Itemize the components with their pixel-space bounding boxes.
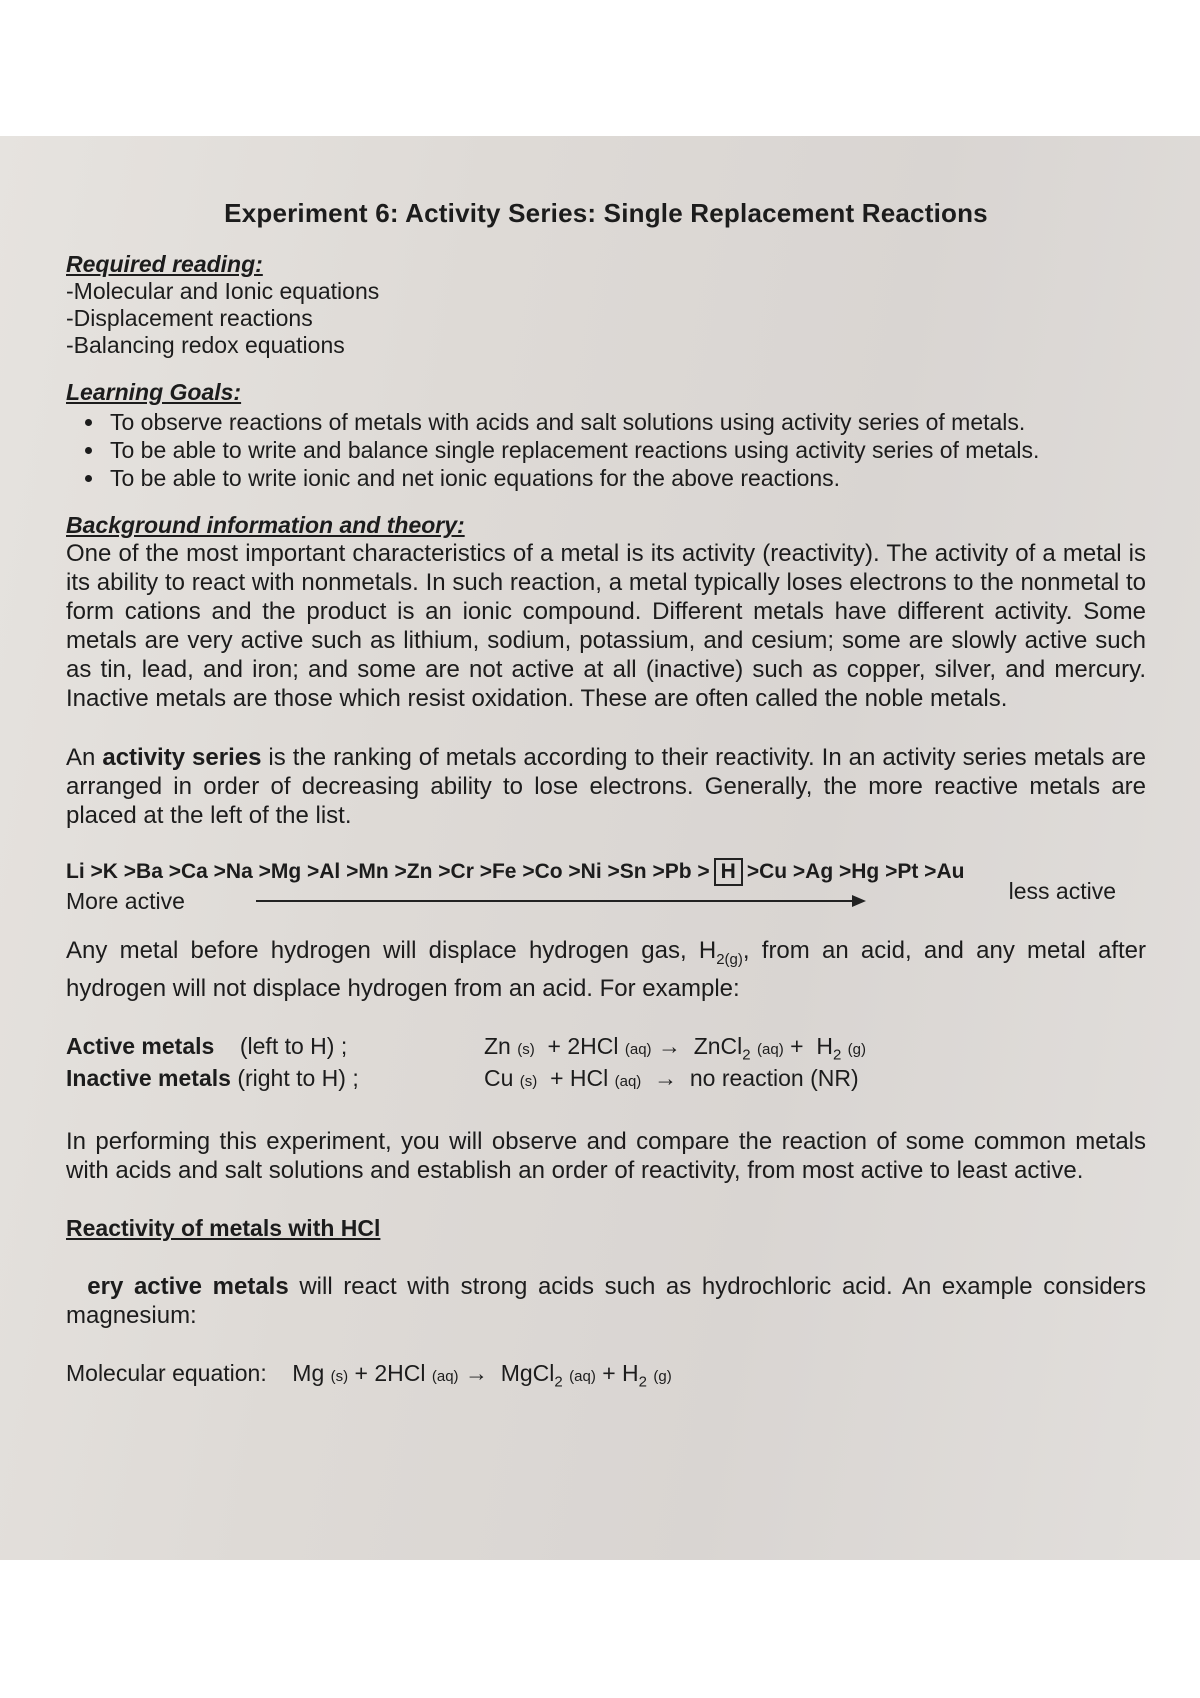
equation-label: Molecular equation: <box>66 1359 267 1386</box>
hydrogen-box: H <box>714 858 743 886</box>
learning-goals-heading: Learning Goals: <box>66 379 242 405</box>
reaction-arrow-icon: → <box>654 1064 678 1091</box>
reactant: Mg <box>292 1359 325 1386</box>
performing-paragraph: In performing this experiment, you will observe and compare the reaction of some common metals with acids and salt solutions and establish an order of reactivity, from most active to least active. <box>66 1127 1146 1184</box>
plus: + <box>790 1032 804 1059</box>
example-label <box>66 1033 347 1060</box>
subscript: 2 <box>742 1046 751 1064</box>
product: no reaction (NR) <box>689 1064 859 1091</box>
label-rest: (right to H) ; <box>237 1064 359 1091</box>
reading-item: -Displacement reactions <box>66 305 313 331</box>
product: ZnCl <box>693 1032 743 1059</box>
subscript: 2 <box>554 1373 563 1391</box>
hcl-section-heading: Reactivity of metals with HCl <box>66 1214 381 1241</box>
label-rest: (left to H) ; <box>239 1032 348 1059</box>
zinc-equation <box>484 1033 866 1064</box>
subscript: 2 <box>832 1046 842 1064</box>
molecular-equation <box>66 1360 1146 1391</box>
state: (g) <box>653 1367 672 1385</box>
page-title: Experiment 6: Activity Series: Single Replacement Reactions <box>224 198 988 228</box>
hydrogen-paragraph <box>66 936 1146 1003</box>
reading-item: -Balancing redox equations <box>66 332 345 358</box>
required-reading-heading: Required reading: <box>66 251 263 277</box>
reaction-arrow-icon: → <box>657 1032 681 1059</box>
document-page <box>0 136 1200 1560</box>
example-label <box>66 1065 359 1092</box>
state: (s) <box>330 1367 349 1385</box>
state: (aq) <box>624 1040 652 1058</box>
label-bold: Active metals <box>66 1032 215 1059</box>
para-text: Any metal before hydrogen will displace hydrogen gas, H <box>66 937 717 964</box>
reactant: Zn <box>484 1032 511 1059</box>
activity-series-paragraph <box>66 743 1146 830</box>
state: (aq) <box>569 1367 596 1385</box>
document-content <box>66 198 1146 1390</box>
para-bold: ery active metals <box>87 1272 289 1300</box>
activity-series-list <box>66 858 964 886</box>
active-metal-example <box>66 1033 1146 1065</box>
state: (s) <box>517 1040 535 1058</box>
inactive-metal-example <box>66 1065 1146 1097</box>
activity-series-chart <box>66 850 1146 916</box>
series-right: >Cu >Ag >Hg >Pt >Au <box>746 860 965 883</box>
reactant: + HCl <box>550 1064 609 1091</box>
goal-item: • To be able to write ionic and net ionic equations for the above reactions. <box>106 464 1146 492</box>
learning-goals-list <box>66 408 1146 492</box>
subscript: 2 <box>638 1373 647 1391</box>
more-active-label: More active <box>66 888 185 914</box>
goal-item: • To be able to write and balance single replacement reactions using activity series of metals. <box>106 436 1146 464</box>
reaction-arrow-icon: → <box>464 1359 488 1386</box>
state: (s) <box>519 1072 538 1090</box>
activity-arrow-line <box>256 900 856 902</box>
label-bold: Inactive metals <box>66 1064 231 1091</box>
state: (aq) <box>431 1367 459 1385</box>
reactant: Cu <box>484 1064 514 1091</box>
state: (aq) <box>614 1072 642 1090</box>
less-active-label: less active <box>1008 878 1116 904</box>
reactant: + 2HCl <box>354 1359 426 1386</box>
arrow-right-icon <box>852 895 866 907</box>
para-text: is the ranking of metals according to their reactivity. In an activity series metals are arranged in order of decreasing ability to lose electrons. Generally, the more reactive metals are placed at the left of the list. <box>66 744 1147 829</box>
state: (aq) <box>757 1040 784 1058</box>
copper-equation <box>484 1065 859 1092</box>
hcl-paragraph <box>66 1272 1146 1330</box>
series-left: Li >K >Ba >Ca >Na >Mg >Al >Mn >Zn >Cr >Fe >Co >Ni >Sn >Pb > <box>66 860 710 883</box>
para-text: An <box>66 744 96 771</box>
reading-item: -Molecular and Ionic equations <box>66 278 380 304</box>
goal-item: • To observe reactions of metals with acids and salt solutions using activity series of metals. <box>106 408 1146 436</box>
product: + H <box>602 1359 639 1386</box>
state: (g) <box>847 1040 867 1058</box>
activity-series-term: activity series <box>102 744 262 771</box>
h2-subscript: 2(g) <box>716 950 743 968</box>
reactant: + 2HCl <box>547 1032 619 1059</box>
background-paragraph: One of the most important characteristics of a metal is its activity (reactivity). The activity of a metal is its ability to react with nonmetals. In such reaction, a metal typically loses electrons to the nonmetal to form cations and the product is an ionic compound. Different metals have different activity. Some metals are very active such as lithium, sodium, potassium, and cesium; some are slowly active such as tin, lead, and iron; and some are not active at all (inactive) such as copper, silver, and mercury. Inactive metals are those which resist oxidation. These are often called the noble metals. <box>66 540 1146 712</box>
para-text: will react with strong acids such as hydrochloric acid. An example considers magnesium: <box>66 1272 1147 1329</box>
product: H <box>816 1032 833 1059</box>
para-text: , from an acid, and any metal after hydrogen will not displace hydrogen from an acid. For example: <box>66 937 1147 1002</box>
product: MgCl <box>500 1359 555 1386</box>
background-heading: Background information and theory: <box>66 512 465 538</box>
